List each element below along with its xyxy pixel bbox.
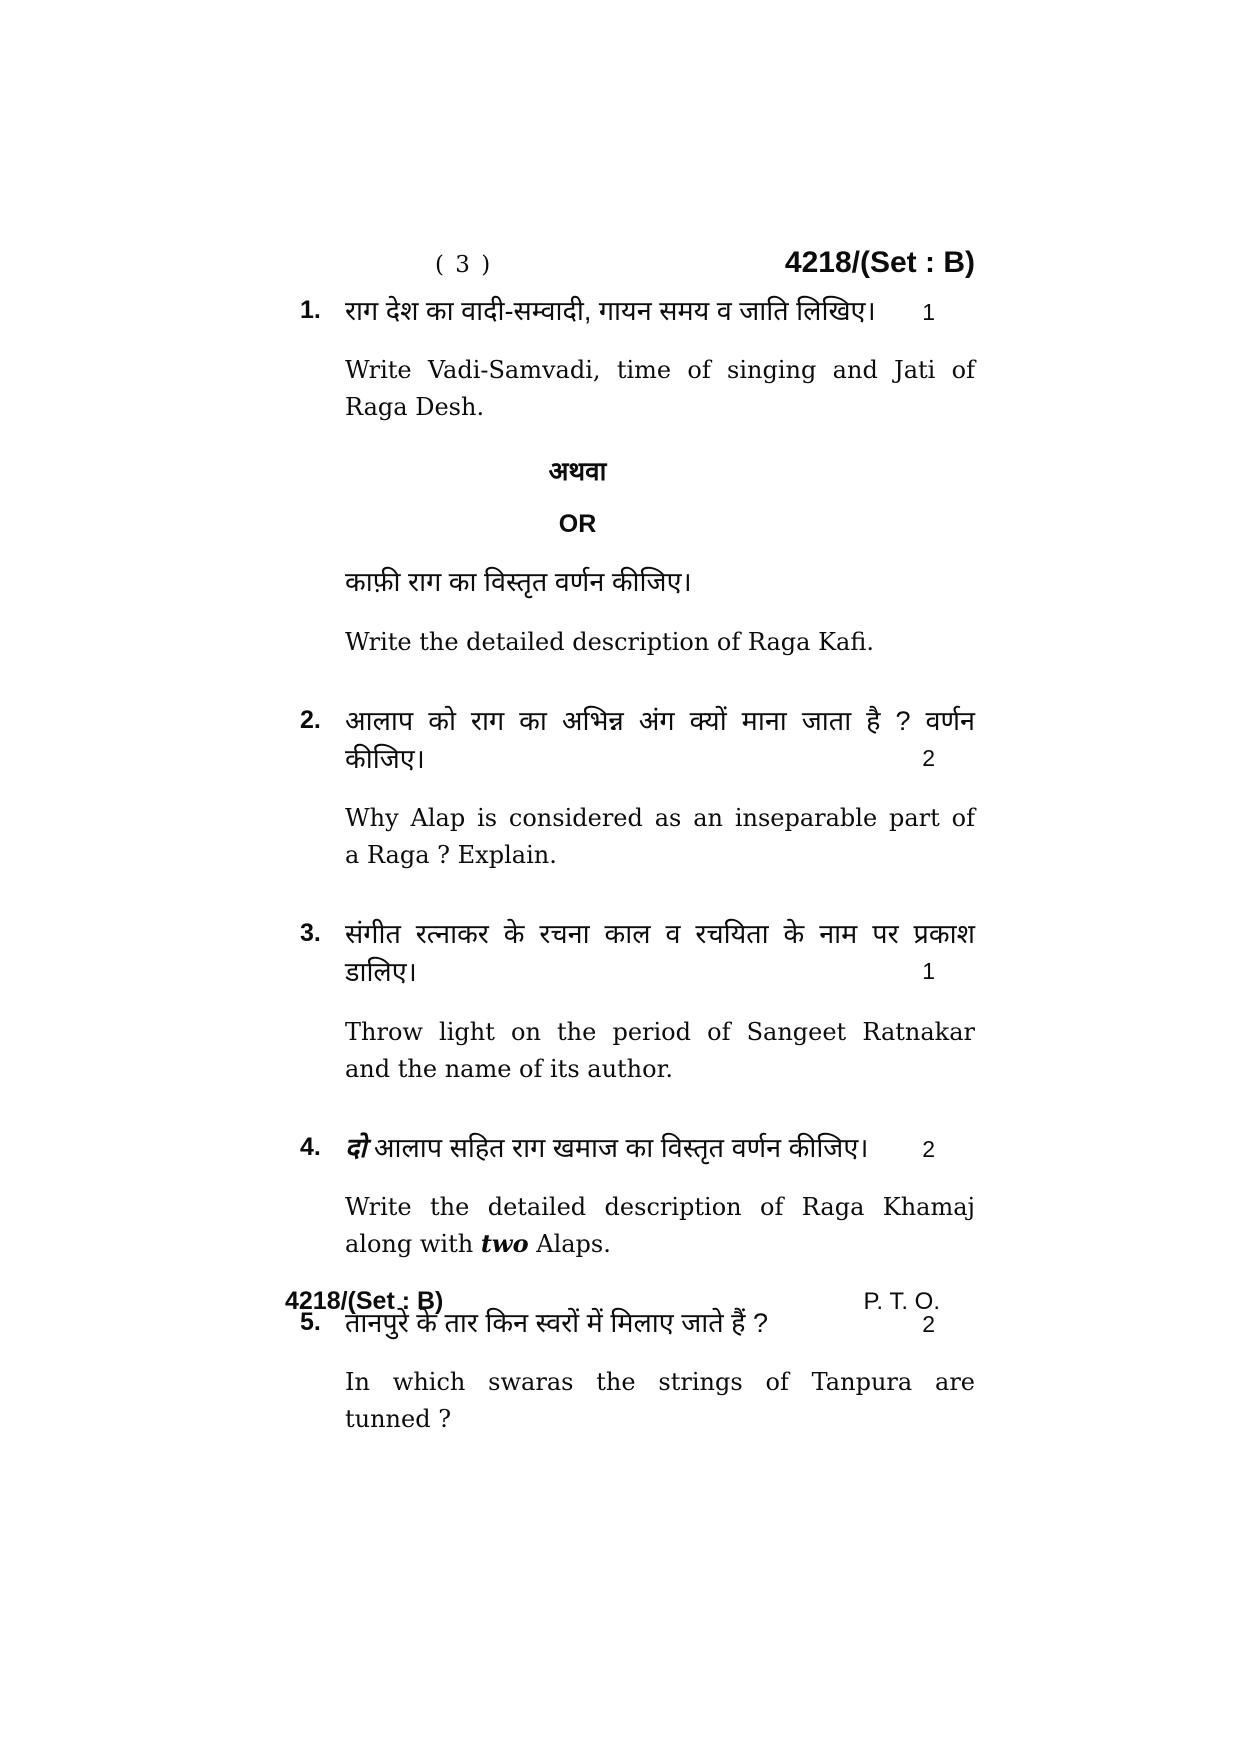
question-4-marks: 2 [922, 1135, 935, 1162]
question-3-marks: 1 [922, 958, 935, 985]
question-2-english [345, 800, 975, 874]
question-1-number: 1. [300, 296, 321, 324]
question-4-hindi-line-1 [345, 1129, 975, 1167]
footer-pto-label: P. T. O. [863, 1288, 940, 1315]
or-label-english: OR [558, 510, 597, 539]
or-block [345, 452, 810, 539]
question-4-english-line-1: Write the detailed description of Raga Khamaj [345, 1192, 975, 1221]
question-2-marks: 2 [922, 744, 935, 771]
question-3-english [345, 1014, 975, 1088]
question-1 [300, 292, 975, 661]
question-1-marks: 1 [922, 299, 935, 325]
question-2-english-line-1: Why Alap is considered as an inseparable part of [345, 804, 975, 833]
question-2-hindi [300, 702, 975, 779]
or-label-hindi: अथवा [548, 456, 607, 487]
question-4-hindi [300, 1129, 975, 1167]
question-5-marks: 2 [922, 1310, 935, 1337]
question-2 [300, 702, 975, 875]
question-2-number: 2. [300, 705, 321, 734]
question-1-hindi-line-1: राग देश का वादी-सम्वादी, गायन समय व जाति लिखिए। [345, 296, 876, 326]
question-4-english [345, 1189, 975, 1263]
question-1-english-line-2: Raga Desh. [345, 393, 485, 422]
page-content [300, 246, 975, 1438]
question-4-hindi-bold-word: दो [345, 1132, 367, 1163]
question-4-hindi-rest: आलाप सहित राग खमाज का विस्तृत वर्णन कीजिए। [366, 1132, 869, 1163]
question-2-english-line-2: a Raga ? Explain. [345, 841, 557, 870]
question-5-hindi-line-1: तानपुरे के तार किन स्वरों में मिलाए जाते हैं ? [345, 1307, 768, 1338]
question-1-alternative-english-line-1: Write the detailed description of Raga Kafi. [345, 627, 874, 656]
question-3-english-line-1: Throw light on the period of Sangeet Ratnakar [345, 1017, 975, 1046]
question-2-hindi-line-2: कीजिए। [345, 743, 425, 774]
page-number: ( 3 ) [435, 252, 493, 278]
question-4-english-line-2-post: Alaps. [528, 1229, 611, 1258]
question-3-number: 3. [300, 919, 321, 948]
question-5-english-line-1: In which swaras the strings of Tanpura are [345, 1368, 975, 1397]
question-1-alternative-hindi-line-1: काफ़ी राग का विस्तृत वर्णन कीजिए। [345, 567, 692, 598]
question-2-hindi-line-1: आलाप को राग का अभिन्न अंग क्यों माना जाता है ? वर्णन [345, 705, 975, 736]
question-3-hindi-line-2: डालिए। [345, 957, 417, 988]
question-5-number: 5. [300, 1307, 321, 1336]
question-1-hindi [300, 292, 975, 330]
question-1-alternative-hindi [300, 563, 975, 601]
question-3-hindi [300, 915, 975, 992]
question-3-english-line-2: and the name of its author. [345, 1054, 674, 1083]
question-4-number: 4. [300, 1132, 321, 1161]
paper-code: 4218/(Set : B) [784, 246, 975, 279]
question-1-alternative-english [345, 624, 975, 661]
question-3-hindi-line-1: संगीत रत्नाकर के रचना काल व रचयिता के नाम पर प्रकाश [345, 919, 975, 950]
question-4 [300, 1129, 975, 1263]
question-4-english-line-2 [345, 1226, 975, 1263]
question-5-english [345, 1364, 975, 1438]
footer-paper-code: 4218/(Set : B) [285, 1287, 444, 1315]
question-3 [300, 915, 975, 1088]
question-4-english-bold-word: two [480, 1228, 529, 1258]
page-footer [285, 1287, 940, 1316]
question-5 [300, 1304, 975, 1438]
question-1-english-line-1: Write Vadi-Samvadi, time of singing and Jati of [345, 356, 975, 385]
page-header [300, 246, 975, 282]
question-5-english-line-2: tunned ? [345, 1405, 452, 1434]
question-4-english-line-2-pre: along with [345, 1229, 481, 1258]
question-1-english [345, 352, 975, 426]
